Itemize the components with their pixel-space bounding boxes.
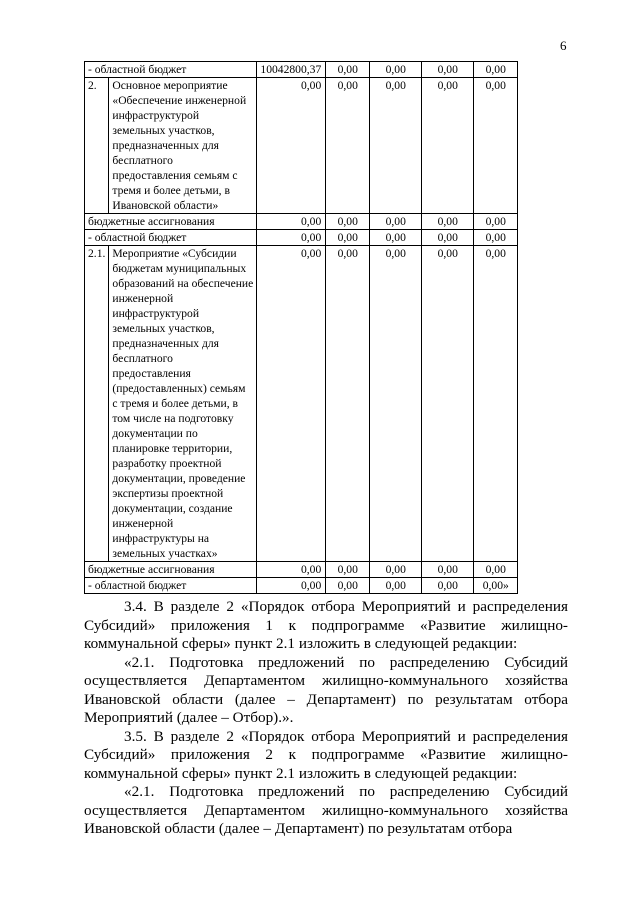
value-cell: 0,00 <box>370 578 422 594</box>
value-cell: 0,00 <box>257 78 326 214</box>
row-label: бюджетные ассигнования <box>85 214 257 230</box>
row-label: бюджетные ассигнования <box>85 562 257 578</box>
row-label: - областной бюджет <box>85 578 257 594</box>
value-cell: 0,00 <box>474 246 518 562</box>
value-cell: 0,00 <box>370 246 422 562</box>
row-label: Основное мероприятие «Обеспечение инженерной инфраструктурой земельных участков, предназначенных для бесплатного предоставления семьям с тремя и более детьми, в Ивановской области» <box>109 78 257 214</box>
value-cell: 0,00 <box>257 578 326 594</box>
row-number: 2. <box>85 78 109 214</box>
table-row <box>85 578 518 594</box>
table-row <box>85 78 518 214</box>
body-text <box>84 598 568 839</box>
paragraph: 3.5. В разделе 2 «Порядок отбора Мероприятий и распределения Субсидий» приложения 2 к подпрограмме «Развитие жилищно-коммунальной сферы» пункт 2.1 изложить в следующей редакции: <box>84 727 568 782</box>
value-cell: 0,00 <box>422 214 474 230</box>
value-cell: 0,00 <box>257 230 326 246</box>
value-cell: 0,00» <box>474 578 518 594</box>
row-label: Мероприятие «Субсидии бюджетам муниципальных образований на обеспечение инженерной инфраструктурой земельных участков, предназначенных для бесплатного предоставления (предоставленных) семьям с тремя и более детьми, в том числе на подготовку документации по планировке территории, разработку проектной документации, проведение экспертизы проектной документации, создание инженерной инфраструктуры на земельных участках» <box>109 246 257 562</box>
table-row <box>85 246 518 562</box>
budget-table <box>84 61 518 594</box>
value-cell: 0,00 <box>474 230 518 246</box>
row-label: - областной бюджет <box>85 62 257 78</box>
value-cell: 0,00 <box>257 246 326 562</box>
paragraph: «2.1. Подготовка предложений по распределению Субсидий осуществляется Департаментом жилищно-коммунального хозяйства Ивановской области (далее – Департамент) по результатам отбора Мероприятий (далее – Отбор).». <box>84 653 568 726</box>
paragraph: 3.4. В разделе 2 «Порядок отбора Мероприятий и распределения Субсидий» приложения 1 к подпрограмме «Развитие жилищно-коммунальной сферы» пункт 2.1 изложить в следующей редакции: <box>84 598 568 652</box>
page-number: 6 <box>560 38 567 53</box>
value-cell: 0,00 <box>326 78 370 214</box>
table-row <box>85 230 518 246</box>
value-cell: 10042800,37 <box>257 62 326 78</box>
value-cell: 0,00 <box>257 214 326 230</box>
table-row <box>85 62 518 78</box>
value-cell: 0,00 <box>370 230 422 246</box>
value-cell: 0,00 <box>370 78 422 214</box>
value-cell: 0,00 <box>422 78 474 214</box>
value-cell: 0,00 <box>326 578 370 594</box>
row-label: - областной бюджет <box>85 230 257 246</box>
value-cell: 0,00 <box>474 62 518 78</box>
value-cell: 0,00 <box>326 62 370 78</box>
value-cell: 0,00 <box>422 62 474 78</box>
table-row <box>85 562 518 578</box>
row-number: 2.1. <box>85 246 109 562</box>
value-cell: 0,00 <box>370 62 422 78</box>
value-cell: 0,00 <box>474 78 518 214</box>
value-cell: 0,00 <box>422 230 474 246</box>
value-cell: 0,00 <box>370 214 422 230</box>
value-cell: 0,00 <box>422 578 474 594</box>
value-cell: 0,00 <box>326 562 370 578</box>
value-cell: 0,00 <box>370 562 422 578</box>
value-cell: 0,00 <box>326 230 370 246</box>
value-cell: 0,00 <box>422 562 474 578</box>
table-row <box>85 214 518 230</box>
value-cell: 0,00 <box>474 562 518 578</box>
value-cell: 0,00 <box>257 562 326 578</box>
value-cell: 0,00 <box>326 246 370 562</box>
paragraph: «2.1. Подготовка предложений по распределению Субсидий осуществляется Департаментом жилищно-коммунального хозяйства Ивановской области (далее – Департамент) по результатам отбора <box>84 783 568 837</box>
value-cell: 0,00 <box>422 246 474 562</box>
value-cell: 0,00 <box>474 214 518 230</box>
value-cell: 0,00 <box>326 214 370 230</box>
